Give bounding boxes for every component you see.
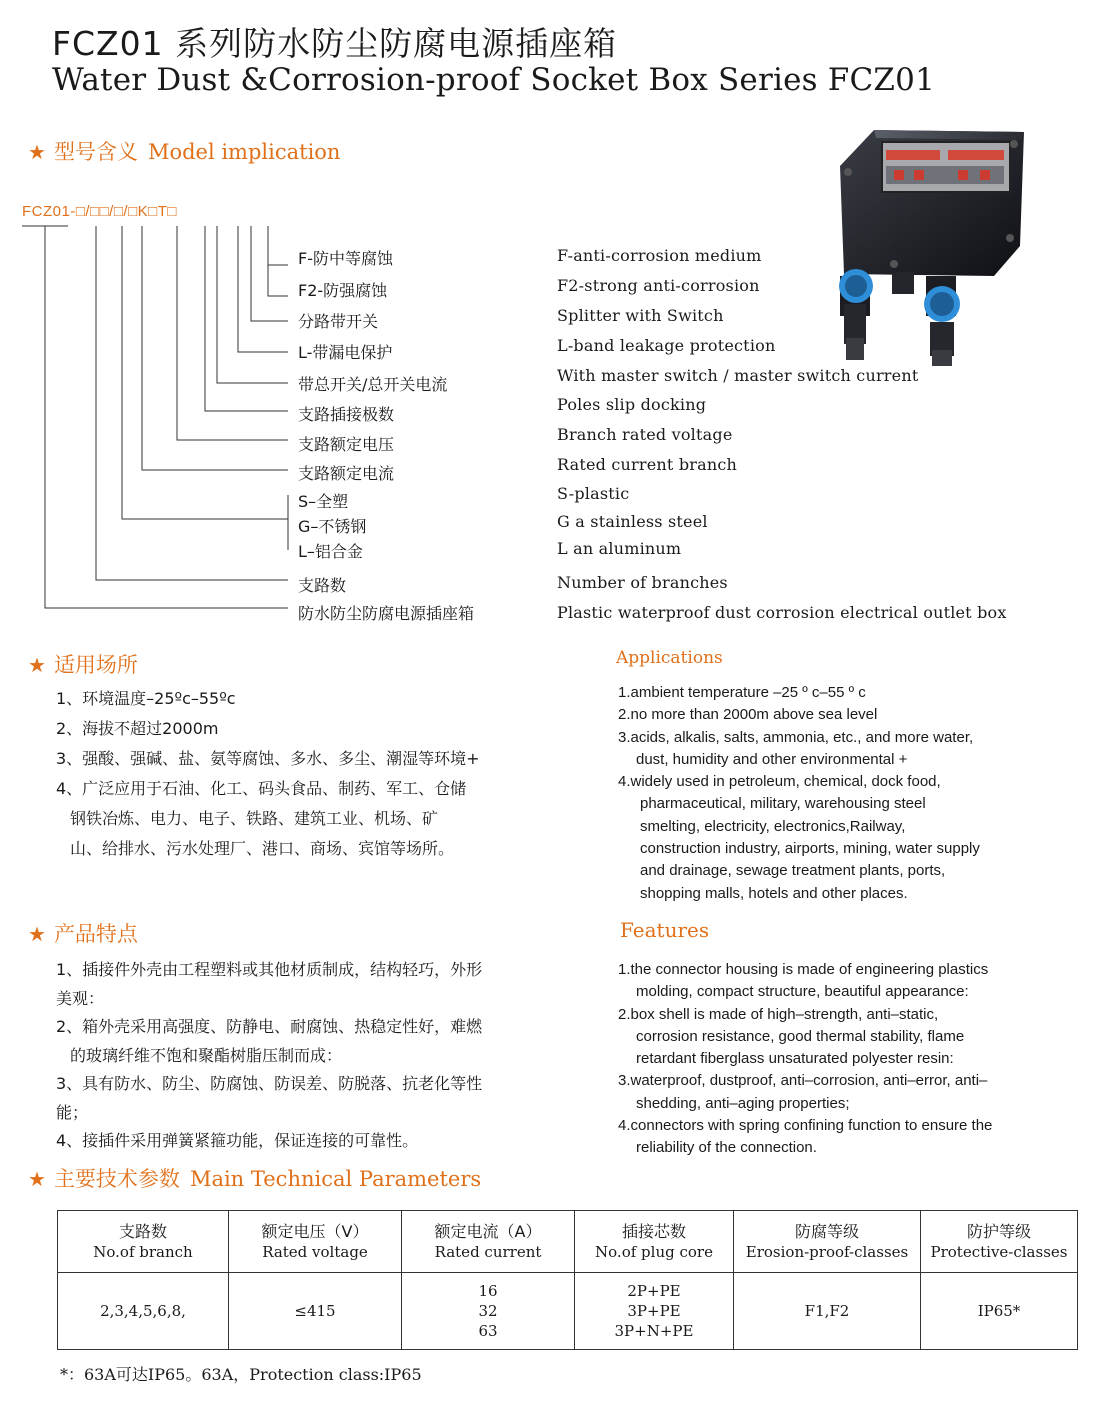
star-icon: ★ [28,653,46,677]
table-row [58,1273,1078,1350]
list-item: 1.the connector housing is made of engineering plastics [618,961,989,978]
section-title-cn: 主要技术参数 [53,1167,180,1191]
list-item: 3.acids, alkalis, salts, ammonia, etc., and more water, [618,728,974,746]
model-item-en: Poles slip docking [557,395,707,414]
model-item-cn: 分路带开关 [298,312,379,331]
model-item-cn: 支路插接极数 [298,405,395,424]
list-item: 钢铁冶炼、电力、电子、铁路、建筑工业、机场、矿 [70,809,439,828]
list-item: 4、接插件采用弹簧紧箍功能，保证连接的可靠性。 [56,1131,419,1150]
section-title-en: Main Technical Parameters [189,1167,482,1191]
list-item: corrosion resistance, good thermal stability, flame [636,1027,965,1045]
star-icon: ★ [28,140,46,164]
list-item: 3、强酸、强碱、盐、氨等腐蚀、多水、多尘、潮湿等环境+ [56,749,480,768]
table-header-cell: 防腐等级 Erosion-proof-classes [734,1211,921,1273]
features-en-list [618,959,992,1160]
model-item-cn: F-防中等腐蚀 [298,249,393,268]
list-item: 1、插接件外壳由工程塑料或其他材质制成，结构轻巧，外形 [56,960,483,979]
list-item: 2、箱外壳采用高强度、防静电、耐腐蚀、热稳定性好，难燃 [56,1017,483,1036]
table-header-cell: 额定电压（V） Rated voltage [229,1211,402,1273]
star-icon: ★ [28,922,46,946]
list-item: smelting, electricity, electronics,Railway, [640,817,906,835]
list-item: 4.connectors with spring confining function to ensure the [618,1117,993,1135]
model-item-cn: 带总开关/总开关电流 [298,375,448,394]
page-title-en: Water Dust &Corrosion-proof Socket Box Series FCZ01 [52,62,936,98]
list-item: reliability of the connection. [636,1139,817,1157]
model-item-en: Splitter with Switch [557,306,724,325]
list-item: 3.waterproof, dustproof, anti–corrosion, anti–error, anti– [618,1072,988,1090]
model-item-en: L an aluminum [557,539,682,558]
list-item: 2.box shell is made of high–strength, anti–static, [618,1005,939,1023]
list-item: 4.widely used in petroleum, chemical, dock food, [618,773,941,791]
features-cn-list [56,956,482,1156]
table-cell-erosion-class: F1,F2 [734,1273,921,1350]
model-item-cn: 支路额定电压 [298,435,395,454]
model-item-cn: F2-防强腐蚀 [298,281,388,300]
star-icon: ★ [28,1167,46,1191]
table-header-cell: 防护等级 Protective-classes [921,1211,1078,1273]
table-footnote: *：63A可达IP65。63A，Protection class:IP65 [60,1365,422,1384]
list-item: 1、环境温度–25ºc–55ºc [56,689,236,708]
model-item-cn: 防水防尘防腐电源插座箱 [298,604,475,623]
applications-en-list [618,682,980,905]
table-cell-voltage: ≤415 [229,1273,402,1350]
list-item: 美观： [56,988,105,1008]
socket-box-image [834,126,1032,368]
list-item: shedding, anti–aging properties; [636,1094,850,1112]
list-item: 3、具有防水、防尘、防腐蚀、防误差、防脱落、抗老化等性 [56,1074,483,1093]
list-item: dust, humidity and other environmental + [636,750,908,768]
model-item-en: G a stainless steel [557,512,708,531]
model-item-cn: S–全塑 [298,492,349,511]
model-item-en: Number of branches [557,573,728,592]
page-title-cn: FCZ01 系列防水防尘防腐电源插座箱 [52,24,618,63]
list-item: 的玻璃纤维不饱和聚酯树脂压制而成： [70,1045,343,1065]
table-cell-branches: 2,3,4,5,6,8, [58,1273,229,1350]
table-cell-current: 16 32 63 [402,1273,575,1350]
table-cell-protective-class: IP65* [921,1273,1078,1350]
list-item: pharmaceutical, military, warehousing steel [640,795,926,813]
list-item: construction industry, airports, mining, water supply [640,840,980,858]
section-heading-parameters [28,1163,481,1193]
model-item-cn: 支路额定电流 [298,464,395,483]
table-header-cell: 额定电流（A） Rated current [402,1211,575,1273]
parameters-table [57,1210,1078,1350]
list-item: 4、广泛应用于石油、化工、码头食品、制药、军工、仓储 [56,779,467,798]
list-item: and drainage, sewage treatment plants, ports, [640,862,946,880]
list-item: molding, compact structure, beautiful appearance: [636,983,969,1001]
table-header-cell: 支路数 No.of branch [58,1211,229,1273]
section-title-cn: 型号含义 [53,140,138,164]
model-item-en: F2-strong anti-corrosion [557,276,760,295]
list-item: 山、给排水、污水处理厂、港口、商场、宾馆等场所。 [70,839,455,858]
table-header-row [58,1211,1078,1273]
table-header-cell: 插接芯数 No.of plug core [575,1211,734,1273]
section-title-cn: 适用场所 [53,653,138,677]
section-heading-applications [28,649,138,679]
table-cell-plug-core: 2P+PE 3P+PE 3P+N+PE [575,1273,734,1350]
model-item-cn: 支路数 [298,576,347,595]
model-item-en: F-anti-corrosion medium [557,246,762,265]
applications-cn-list [56,684,480,864]
section-title-en: Model implication [147,140,341,164]
list-item: retardant fiberglass unsaturated polyester resin: [636,1050,954,1068]
list-item: 2.no more than 2000m above sea level [618,706,878,724]
model-item-cn: L–铝合金 [298,542,363,561]
list-item: 能； [56,1102,89,1122]
model-code: FCZ01-□/□□/□/□K□T□ [22,203,177,220]
model-item-cn: G–不锈钢 [298,517,367,536]
section-title-en: Features [620,918,710,942]
section-title-cn: 产品特点 [53,922,138,946]
list-item: 1.ambient temperature –25 º c–55 º c [618,684,866,701]
model-item-cn: L-带漏电保护 [298,343,393,362]
list-item: 2、海拔不超过2000m [56,719,219,738]
model-item-en: S-plastic [557,484,630,503]
model-item-en: Plastic waterproof dust corrosion electrical outlet box [557,603,1007,622]
section-heading-features [28,918,138,948]
model-item-en: With master switch / master switch current [557,366,919,385]
list-item: shopping malls, hotels and other places. [640,884,908,902]
model-item-en: L-band leakage protection [557,336,776,355]
model-item-en: Branch rated voltage [557,425,733,444]
model-item-en: Rated current branch [557,455,738,474]
section-title-en: Applications [616,648,723,668]
